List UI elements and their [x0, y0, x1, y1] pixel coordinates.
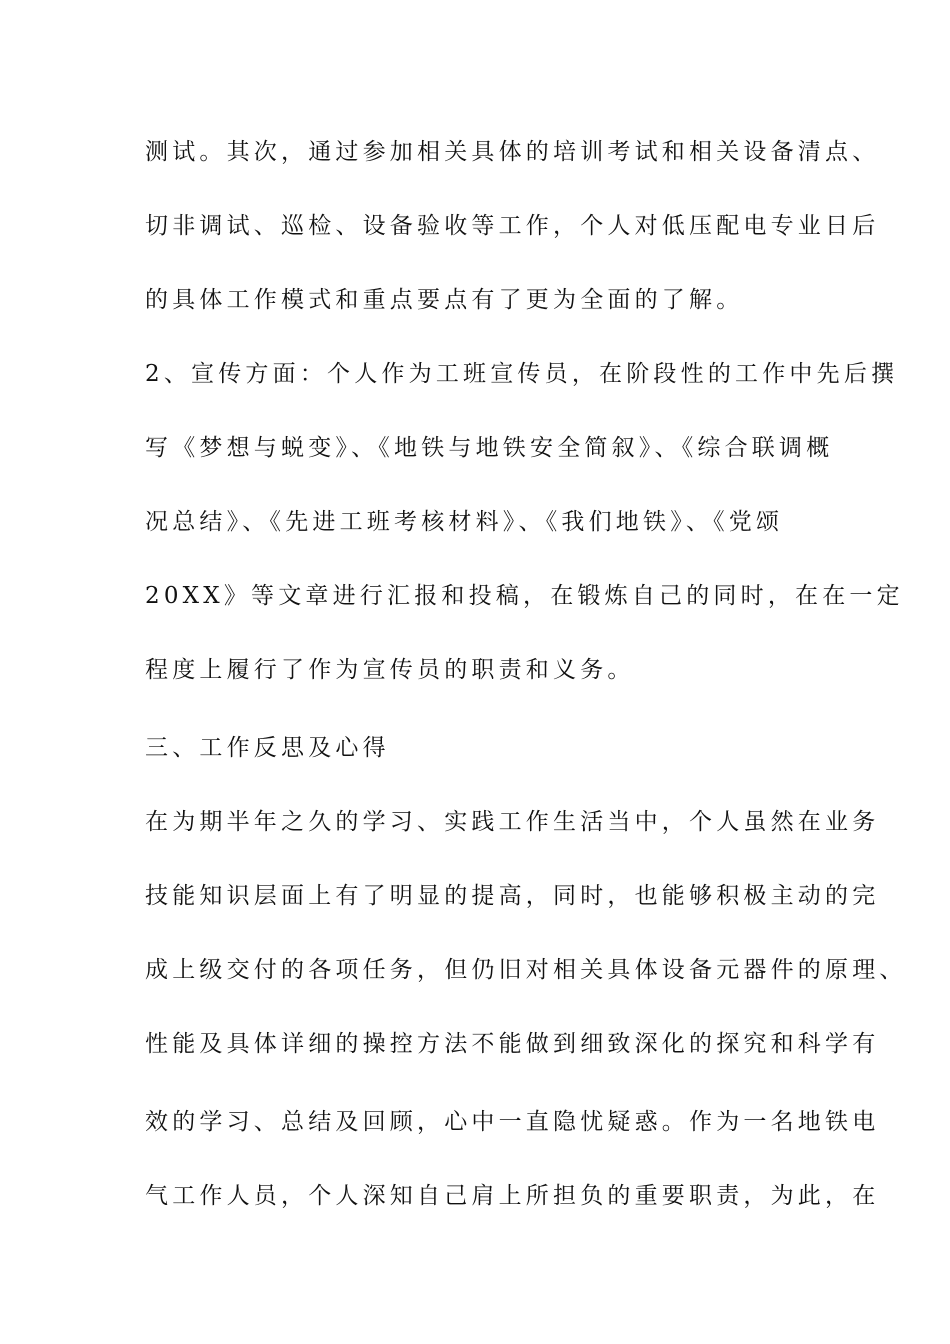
text-line: 程度上履行了作为宣传员的职责和义务。 — [145, 657, 635, 683]
text-line: 成上级交付的各项任务，但仍旧对相关具体设备元器件的原理、 — [145, 957, 907, 983]
text-line: 2、宣传方面：个人作为工班宣传员，在阶段性的工作中先后撰 — [145, 361, 899, 387]
text-line: 切非调试、巡检、设备验收等工作，个人对低压配电专业日后 — [145, 213, 880, 239]
text-line: 20XX》等文章进行汇报和投稿，在锻炼自己的同时，在在一定 — [145, 583, 904, 609]
text-line: 况总结》、《先进工班考核材料》、《我们地铁》、《党颂 — [145, 509, 784, 535]
text-line: 写《梦想与蜕变》、《地铁与地铁安全简叙》、《综合联调概 — [145, 435, 834, 461]
text-line: 测试。其次，通过参加相关具体的培训考试和相关设备清点、 — [145, 139, 880, 165]
text-line: 的具体工作模式和重点要点有了更为全面的了解。 — [145, 287, 744, 313]
text-line: 在为期半年之久的学习、实践工作生活当中，个人虽然在业务 — [145, 809, 880, 835]
section-heading: 三、工作反思及心得 — [145, 735, 390, 761]
text-line: 效的学习、总结及回顾，心中一直隐忧疑惑。作为一名地铁电 — [145, 1109, 880, 1135]
text-line: 技能知识层面上有了明显的提高，同时，也能够积极主动的完 — [145, 883, 880, 909]
text-line: 性能及具体详细的操控方法不能做到细致深化的探究和科学有 — [145, 1031, 880, 1057]
text-line: 气工作人员，个人深知自己肩上所担负的重要职责，为此，在 — [145, 1183, 880, 1209]
